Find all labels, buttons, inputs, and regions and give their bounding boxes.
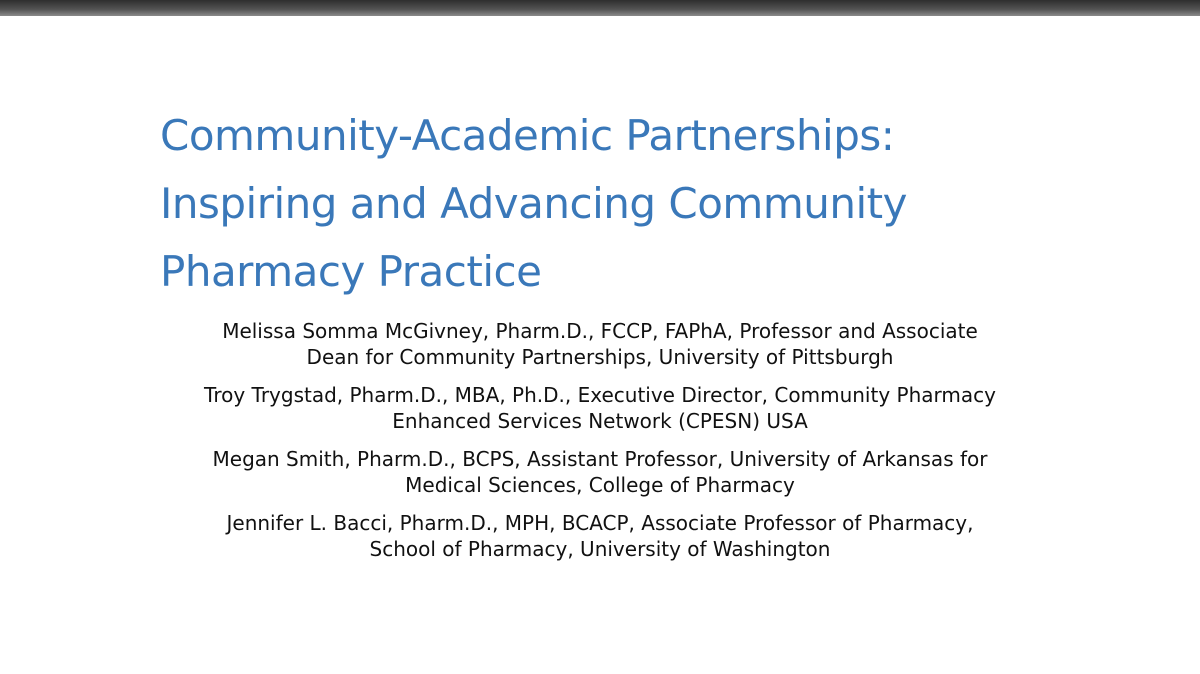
slide-title-line: Inspiring and Advancing Community bbox=[160, 179, 907, 228]
author-entry bbox=[100, 382, 1100, 434]
author-line: Dean for Community Partnerships, University of Pittsburgh bbox=[306, 345, 894, 369]
presentation-slide bbox=[0, 16, 1200, 674]
author-line: Enhanced Services Network (CPESN) USA bbox=[392, 409, 808, 433]
author-line: School of Pharmacy, University of Washington bbox=[369, 537, 831, 561]
author-line: Medical Sciences, College of Pharmacy bbox=[405, 473, 795, 497]
slide-title-line: Pharmacy Practice bbox=[160, 247, 542, 296]
author-entry bbox=[100, 510, 1100, 562]
author-entry bbox=[100, 318, 1100, 370]
author-line: Melissa Somma McGivney, Pharm.D., FCCP, FAPhA, Professor and Associate bbox=[222, 319, 978, 343]
window-top-bar bbox=[0, 0, 1200, 16]
author-line: Troy Trygstad, Pharm.D., MBA, Ph.D., Executive Director, Community Pharmacy bbox=[204, 383, 996, 407]
author-list bbox=[100, 318, 1100, 574]
author-entry bbox=[100, 446, 1100, 498]
slide-title-line: Community-Academic Partnerships: bbox=[160, 111, 895, 160]
slide-title bbox=[160, 102, 1120, 306]
author-line: Megan Smith, Pharm.D., BCPS, Assistant Professor, University of Arkansas for bbox=[212, 447, 988, 471]
author-line: Jennifer L. Bacci, Pharm.D., MPH, BCACP, Associate Professor of Pharmacy, bbox=[226, 511, 974, 535]
